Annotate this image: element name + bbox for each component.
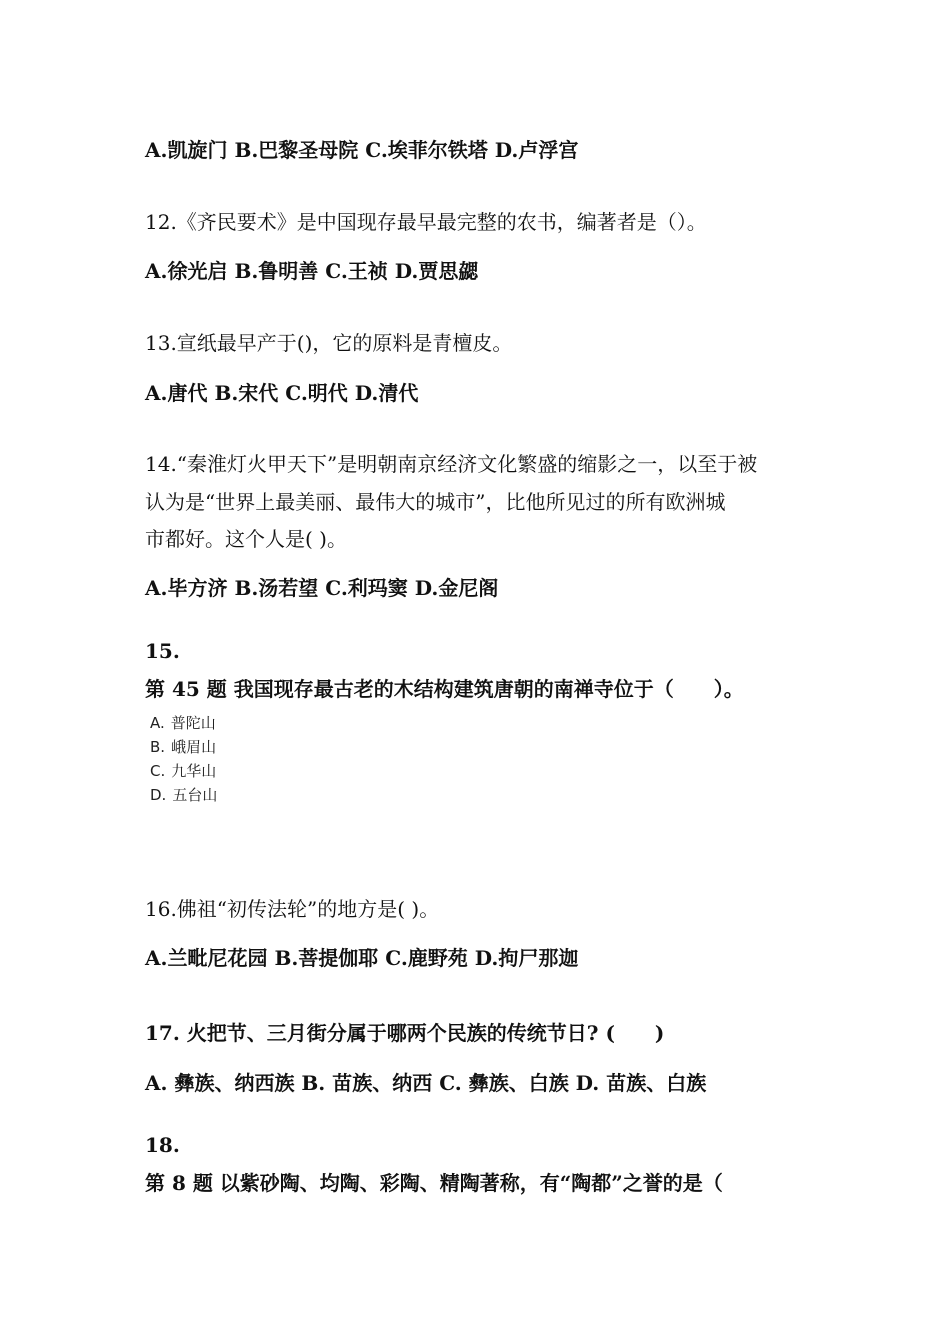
- q15-option-a: [150, 713, 216, 733]
- option-text: 普陀山: [170, 714, 216, 732]
- q15-option-c: [150, 761, 216, 781]
- option-text: 九华山: [171, 762, 217, 780]
- q14-question-line3: 市都好。这个人是( )。: [145, 527, 347, 551]
- q11-options: A.凯旋门 B.巴黎圣母院 C.埃菲尔铁塔 D.卢浮宫: [145, 138, 579, 162]
- q16-options: A.兰毗尼花园 B.菩提伽耶 C.鹿野苑 D.拘尸那迦: [145, 946, 579, 970]
- q15-option-b: [150, 737, 216, 757]
- q17-question: 17. 火把节、三月街分属于哪两个民族的传统节日? ( ): [145, 1021, 665, 1045]
- option-letter: D.: [150, 786, 167, 804]
- q16-question: 16.佛祖“初传法轮”的地方是( )。: [145, 897, 440, 921]
- q18-question: 第 8 题 以紫砂陶、均陶、彩陶、精陶著称，有“陶都”之誉的是（: [145, 1171, 723, 1195]
- option-letter: C.: [150, 762, 166, 780]
- q15-option-d: [150, 785, 217, 805]
- q12-question: 12.《齐民要术》是中国现存最早最完整的农书，编著者是（）。: [145, 210, 707, 234]
- q14-options: A.毕方济 B.汤若望 C.利玛窦 D.金尼阁: [145, 576, 499, 600]
- option-text: 峨眉山: [171, 738, 217, 756]
- q15-question: 第 45 题 我国现存最古老的木结构建筑唐朝的南禅寺位于（ ）。: [145, 677, 744, 701]
- option-letter: A.: [150, 714, 165, 732]
- q14-question-line1: 14.“秦淮灯火甲天下”是明朝南京经济文化繁盛的缩影之一，以至于被: [145, 452, 758, 476]
- q17-options: A. 彝族、纳西族 B. 苗族、纳西 C. 彝族、白族 D. 苗族、白族: [145, 1071, 707, 1095]
- q12-options: A.徐光启 B.鲁明善 C.王祯 D.贾思勰: [145, 259, 479, 283]
- q18-number: 18.: [145, 1133, 180, 1157]
- q13-options: A.唐代 B.宋代 C.明代 D.清代: [145, 381, 419, 405]
- option-text: 五台山: [172, 786, 218, 804]
- q14-question-line2: 认为是“世界上最美丽、最伟大的城市”，比他所见过的所有欧洲城: [145, 490, 726, 514]
- q13-question: 13.宣纸最早产于()，它的原料是青檀皮。: [145, 331, 513, 355]
- option-letter: B.: [150, 738, 166, 756]
- q15-number: 15.: [145, 639, 180, 663]
